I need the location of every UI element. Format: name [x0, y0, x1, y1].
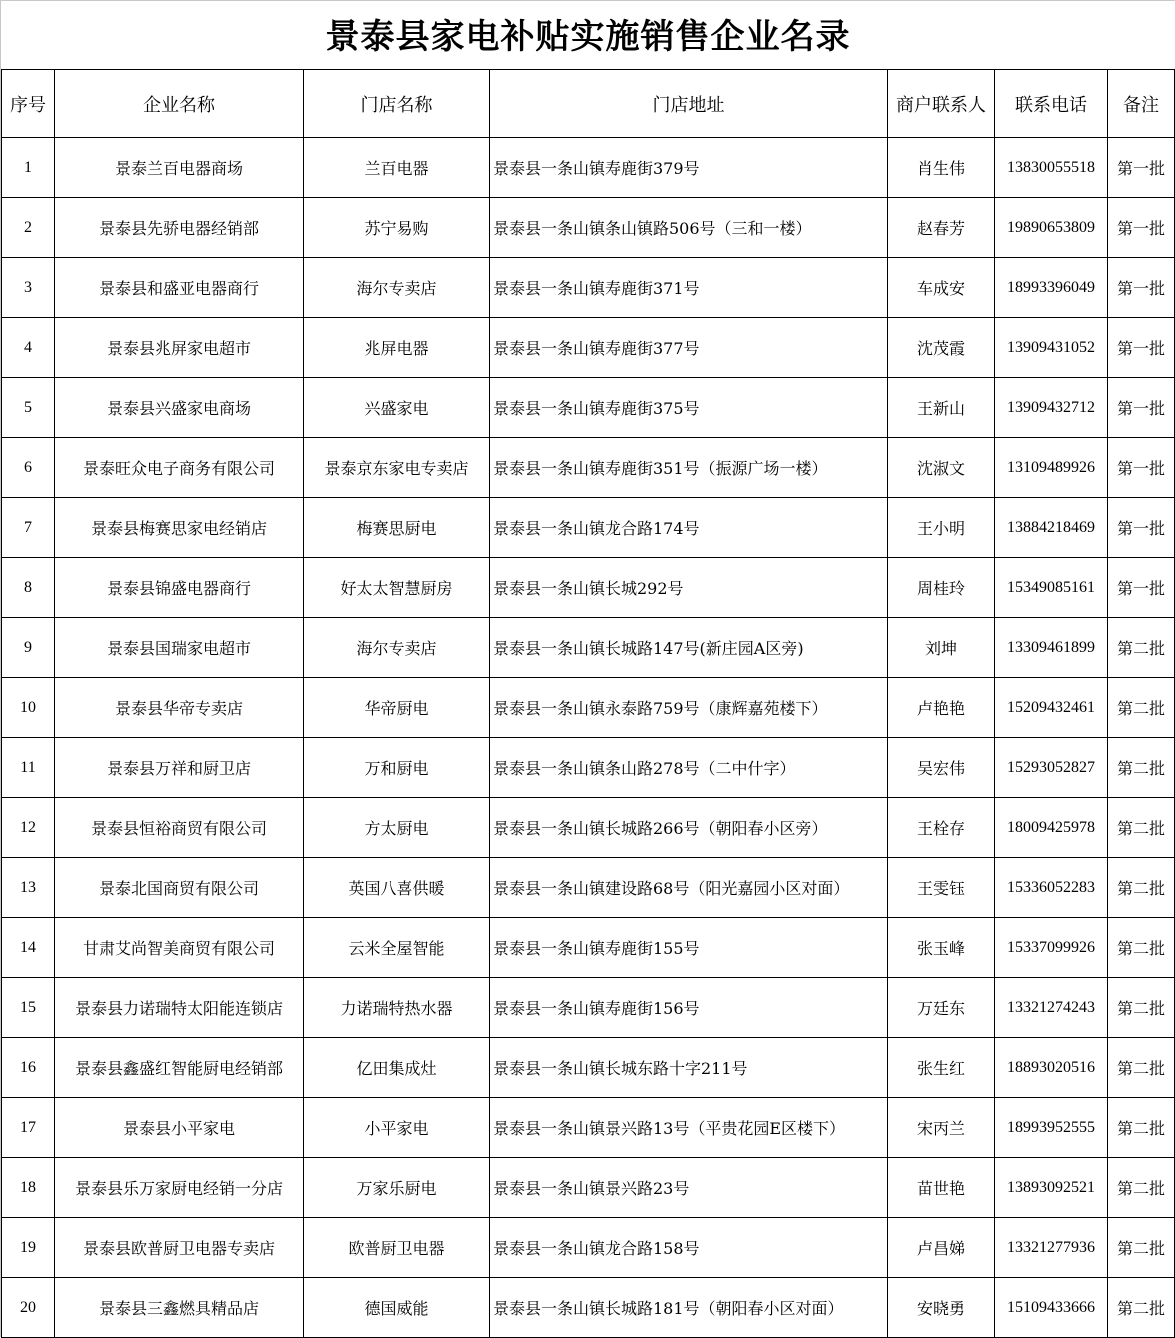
- table-row: [2, 798, 1175, 858]
- cell-no[interactable]: 17: [2, 1098, 55, 1158]
- cell-note[interactable]: 第二批: [1108, 858, 1175, 918]
- cell-phone[interactable]: 15109433666: [995, 1278, 1108, 1338]
- cell-address[interactable]: 景泰县一条山镇长城路266号（朝阳春小区旁）: [490, 798, 888, 858]
- cell-phone[interactable]: 15336052283: [995, 858, 1108, 918]
- table-row: [2, 498, 1175, 558]
- cell-store[interactable]: 英国八喜供暖: [304, 858, 490, 918]
- merchant-table: [1, 69, 1175, 1338]
- table-row: [2, 1038, 1175, 1098]
- table-row: [2, 318, 1175, 378]
- cell-address[interactable]: 景泰县一条山镇龙合路174号: [490, 498, 888, 558]
- cell-address[interactable]: 景泰县一条山镇长城路181号（朝阳春小区对面）: [490, 1278, 888, 1338]
- cell-company[interactable]: 景泰县恒裕商贸有限公司: [55, 798, 304, 858]
- cell-no[interactable]: 4: [2, 318, 55, 378]
- cell-contact[interactable]: 王新山: [888, 378, 995, 438]
- cell-phone[interactable]: 13321274243: [995, 978, 1108, 1038]
- cell-address[interactable]: 景泰县一条山镇龙合路158号: [490, 1218, 888, 1278]
- table-row: [2, 138, 1175, 198]
- table-row: [2, 618, 1175, 678]
- cell-phone[interactable]: 15337099926: [995, 918, 1108, 978]
- cell-note[interactable]: 第一批: [1108, 498, 1175, 558]
- cell-company[interactable]: 景泰兰百电器商场: [55, 138, 304, 198]
- cell-no[interactable]: 1: [2, 138, 55, 198]
- cell-store[interactable]: 华帝厨电: [304, 678, 490, 738]
- cell-company[interactable]: 景泰县三鑫燃具精品店: [55, 1278, 304, 1338]
- cell-address[interactable]: 景泰县一条山镇寿鹿街377号: [490, 318, 888, 378]
- cell-note[interactable]: 第二批: [1108, 1278, 1175, 1338]
- cell-note[interactable]: 第一批: [1108, 378, 1175, 438]
- cell-no[interactable]: 9: [2, 618, 55, 678]
- cell-address[interactable]: 景泰县一条山镇建设路68号（阳光嘉园小区对面）: [490, 858, 888, 918]
- cell-no[interactable]: 10: [2, 678, 55, 738]
- cell-no[interactable]: 16: [2, 1038, 55, 1098]
- table-row: [2, 198, 1175, 258]
- cell-no[interactable]: 12: [2, 798, 55, 858]
- cell-store[interactable]: 海尔专卖店: [304, 618, 490, 678]
- table-row: [2, 558, 1175, 618]
- cell-contact[interactable]: 卢昌娣: [888, 1218, 995, 1278]
- cell-note[interactable]: 第二批: [1108, 1218, 1175, 1278]
- cell-company[interactable]: 景泰县乐万家厨电经销一分店: [55, 1158, 304, 1218]
- cell-contact[interactable]: 沈茂霞: [888, 318, 995, 378]
- cell-company[interactable]: 景泰县力诺瑞特太阳能连锁店: [55, 978, 304, 1038]
- cell-phone[interactable]: 18993396049: [995, 258, 1108, 318]
- cell-note[interactable]: 第二批: [1108, 1158, 1175, 1218]
- cell-no[interactable]: 8: [2, 558, 55, 618]
- header-cell-store[interactable]: 门店名称: [304, 70, 490, 138]
- cell-address[interactable]: 景泰县一条山镇寿鹿街351号（振源广场一楼）: [490, 438, 888, 498]
- table-row: [2, 1098, 1175, 1158]
- cell-no[interactable]: 15: [2, 978, 55, 1038]
- cell-note[interactable]: 第一批: [1108, 198, 1175, 258]
- cell-contact[interactable]: 王栓存: [888, 798, 995, 858]
- cell-address[interactable]: 景泰县一条山镇永泰路759号（康辉嘉苑楼下）: [490, 678, 888, 738]
- cell-no[interactable]: 18: [2, 1158, 55, 1218]
- header-row: [2, 70, 1175, 138]
- table-row: [2, 1158, 1175, 1218]
- cell-company[interactable]: 景泰县锦盛电器商行: [55, 558, 304, 618]
- cell-phone[interactable]: 13109489926: [995, 438, 1108, 498]
- cell-address[interactable]: 景泰县一条山镇寿鹿街371号: [490, 258, 888, 318]
- cell-company[interactable]: 景泰县梅赛思家电经销店: [55, 498, 304, 558]
- cell-contact[interactable]: 赵春芳: [888, 198, 995, 258]
- table-row: [2, 738, 1175, 798]
- cell-note[interactable]: 第二批: [1108, 618, 1175, 678]
- cell-contact[interactable]: 周桂玲: [888, 558, 995, 618]
- table-row: [2, 1218, 1175, 1278]
- cell-note[interactable]: 第二批: [1108, 978, 1175, 1038]
- table-row: [2, 1278, 1175, 1338]
- cell-store[interactable]: 小平家电: [304, 1098, 490, 1158]
- table-row: [2, 858, 1175, 918]
- cell-contact[interactable]: 张生红: [888, 1038, 995, 1098]
- cell-no[interactable]: 5: [2, 378, 55, 438]
- cell-address[interactable]: 景泰县一条山镇长城292号: [490, 558, 888, 618]
- cell-contact[interactable]: 王雯钰: [888, 858, 995, 918]
- table-row: [2, 378, 1175, 438]
- cell-store[interactable]: 德国威能: [304, 1278, 490, 1338]
- cell-store[interactable]: 亿田集成灶: [304, 1038, 490, 1098]
- cell-company[interactable]: 景泰县国瑞家电超市: [55, 618, 304, 678]
- table-row: [2, 258, 1175, 318]
- cell-contact[interactable]: 张玉峰: [888, 918, 995, 978]
- cell-company[interactable]: 景泰县欧普厨卫电器专卖店: [55, 1218, 304, 1278]
- cell-store[interactable]: 梅赛思厨电: [304, 498, 490, 558]
- cell-company[interactable]: 景泰县和盛亚电器商行: [55, 258, 304, 318]
- cell-company[interactable]: 景泰县华帝专卖店: [55, 678, 304, 738]
- cell-no[interactable]: 19: [2, 1218, 55, 1278]
- cell-contact[interactable]: 吴宏伟: [888, 738, 995, 798]
- cell-phone[interactable]: 13884218469: [995, 498, 1108, 558]
- cell-contact[interactable]: 沈淑文: [888, 438, 995, 498]
- cell-company[interactable]: 景泰北国商贸有限公司: [55, 858, 304, 918]
- cell-no[interactable]: 7: [2, 498, 55, 558]
- cell-contact[interactable]: 卢艳艳: [888, 678, 995, 738]
- table-row: [2, 678, 1175, 738]
- cell-contact[interactable]: 苗世艳: [888, 1158, 995, 1218]
- cell-note[interactable]: 第一批: [1108, 558, 1175, 618]
- header-cell-note[interactable]: 备注: [1108, 70, 1175, 138]
- cell-company[interactable]: 景泰县兆屏家电超市: [55, 318, 304, 378]
- cell-company[interactable]: 景泰县小平家电: [55, 1098, 304, 1158]
- cell-company[interactable]: 景泰县先骄电器经销部: [55, 198, 304, 258]
- cell-address[interactable]: 景泰县一条山镇条山镇路506号（三和一楼）: [490, 198, 888, 258]
- cell-phone[interactable]: 13830055518: [995, 138, 1108, 198]
- cell-store[interactable]: 海尔专卖店: [304, 258, 490, 318]
- cell-store[interactable]: 兴盛家电: [304, 378, 490, 438]
- cell-store[interactable]: 苏宁易购: [304, 198, 490, 258]
- table-body: [2, 138, 1175, 1338]
- cell-address[interactable]: 景泰县一条山镇寿鹿街156号: [490, 978, 888, 1038]
- cell-company[interactable]: 景泰县兴盛家电商场: [55, 378, 304, 438]
- cell-address[interactable]: 景泰县一条山镇寿鹿街379号: [490, 138, 888, 198]
- cell-no[interactable]: 14: [2, 918, 55, 978]
- cell-store[interactable]: 景泰京东家电专卖店: [304, 438, 490, 498]
- cell-no[interactable]: 11: [2, 738, 55, 798]
- cell-phone[interactable]: 19890653809: [995, 198, 1108, 258]
- cell-note[interactable]: 第一批: [1108, 318, 1175, 378]
- cell-note[interactable]: 第一批: [1108, 138, 1175, 198]
- header-cell-company[interactable]: 企业名称: [55, 70, 304, 138]
- cell-address[interactable]: 景泰县一条山镇寿鹿街155号: [490, 918, 888, 978]
- cell-company[interactable]: 甘肃艾尚智美商贸有限公司: [55, 918, 304, 978]
- cell-contact[interactable]: 王小明: [888, 498, 995, 558]
- cell-store[interactable]: 万家乐厨电: [304, 1158, 490, 1218]
- cell-store[interactable]: 云米全屋智能: [304, 918, 490, 978]
- cell-no[interactable]: 3: [2, 258, 55, 318]
- cell-phone[interactable]: 13893092521: [995, 1158, 1108, 1218]
- cell-company[interactable]: 景泰县鑫盛红智能厨电经销部: [55, 1038, 304, 1098]
- cell-address[interactable]: 景泰县一条山镇寿鹿街375号: [490, 378, 888, 438]
- cell-address[interactable]: 景泰县一条山镇景兴路23号: [490, 1158, 888, 1218]
- cell-store[interactable]: 好太太智慧厨房: [304, 558, 490, 618]
- cell-phone[interactable]: 13321277936: [995, 1218, 1108, 1278]
- cell-contact[interactable]: 车成安: [888, 258, 995, 318]
- cell-no[interactable]: 2: [2, 198, 55, 258]
- cell-contact[interactable]: 安晓勇: [888, 1278, 995, 1338]
- cell-note[interactable]: 第二批: [1108, 798, 1175, 858]
- cell-note[interactable]: 第二批: [1108, 918, 1175, 978]
- cell-phone[interactable]: 18993952555: [995, 1098, 1108, 1158]
- cell-address[interactable]: 景泰县一条山镇景兴路13号（平贵花园E区楼下）: [490, 1098, 888, 1158]
- cell-store[interactable]: 方太厨电: [304, 798, 490, 858]
- cell-company[interactable]: 景泰旺众电子商务有限公司: [55, 438, 304, 498]
- cell-store[interactable]: 兆屏电器: [304, 318, 490, 378]
- cell-contact[interactable]: 肖生伟: [888, 138, 995, 198]
- header-cell-no[interactable]: 序号: [2, 70, 55, 138]
- table-row: [2, 438, 1175, 498]
- cell-contact[interactable]: 宋丙兰: [888, 1098, 995, 1158]
- cell-no[interactable]: 20: [2, 1278, 55, 1338]
- cell-company[interactable]: 景泰县万祥和厨卫店: [55, 738, 304, 798]
- cell-note[interactable]: 第二批: [1108, 1098, 1175, 1158]
- cell-phone[interactable]: 13909432712: [995, 378, 1108, 438]
- cell-phone[interactable]: 15293052827: [995, 738, 1108, 798]
- cell-contact[interactable]: 刘坤: [888, 618, 995, 678]
- cell-note[interactable]: 第二批: [1108, 678, 1175, 738]
- cell-store[interactable]: 万和厨电: [304, 738, 490, 798]
- cell-phone[interactable]: 13909431052: [995, 318, 1108, 378]
- page-title: 景泰县家电补贴实施销售企业名录: [325, 17, 851, 57]
- cell-address[interactable]: 景泰县一条山镇长城东路十字211号: [490, 1038, 888, 1098]
- header-cell-address[interactable]: 门店地址: [490, 70, 888, 138]
- header-cell-phone[interactable]: 联系电话: [995, 70, 1108, 138]
- cell-contact[interactable]: 万廷东: [888, 978, 995, 1038]
- cell-address[interactable]: 景泰县一条山镇条山路278号（二中什字）: [490, 738, 888, 798]
- cell-phone[interactable]: 13309461899: [995, 618, 1108, 678]
- cell-store[interactable]: 欧普厨卫电器: [304, 1218, 490, 1278]
- table-row: [2, 918, 1175, 978]
- cell-store[interactable]: 力诺瑞特热水器: [304, 978, 490, 1038]
- cell-note[interactable]: 第一批: [1108, 438, 1175, 498]
- table-row: [2, 978, 1175, 1038]
- cell-store[interactable]: 兰百电器: [304, 138, 490, 198]
- cell-no[interactable]: 6: [2, 438, 55, 498]
- cell-note[interactable]: 第一批: [1108, 258, 1175, 318]
- cell-address[interactable]: 景泰县一条山镇长城路147号(新庄园A区旁): [490, 618, 888, 678]
- cell-note[interactable]: 第二批: [1108, 1038, 1175, 1098]
- cell-phone[interactable]: 15349085161: [995, 558, 1108, 618]
- cell-phone[interactable]: 18009425978: [995, 798, 1108, 858]
- cell-phone[interactable]: 15209432461: [995, 678, 1108, 738]
- header-cell-contact[interactable]: 商户联系人: [888, 70, 995, 138]
- cell-phone[interactable]: 18893020516: [995, 1038, 1108, 1098]
- cell-note[interactable]: 第二批: [1108, 738, 1175, 798]
- cell-no[interactable]: 13: [2, 858, 55, 918]
